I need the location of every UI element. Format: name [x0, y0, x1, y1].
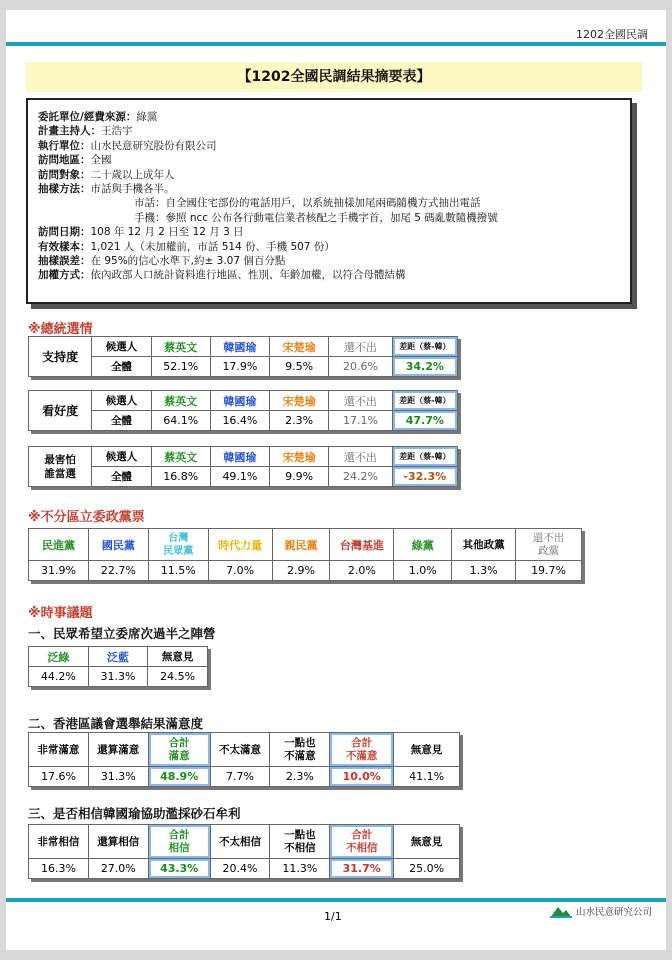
question-1-title: 一、民眾希望立委席次過半之陣營 [28, 626, 216, 641]
question-3-title: 三、是否相信韓國瑜協助濫採砂石牟利 [28, 806, 241, 821]
header-not-at-all-satisfied: 一點也 不滿意 [270, 733, 330, 767]
info-value: 1,021 人（未加權前，市話 514 份、手機 507 份） [90, 240, 335, 253]
header-soong: 宋楚瑜 [270, 337, 329, 357]
info-label: 有效樣本： [38, 240, 91, 253]
header-total-disbelieve: 合計 不相信 [330, 825, 394, 859]
header-dpp: 民進黨 [29, 529, 89, 561]
page-number: 1/1 [324, 910, 342, 923]
row-label: 看好度 [29, 391, 92, 431]
table-party [28, 528, 582, 581]
header-total-dissatisfied: 合計 不滿意 [330, 733, 394, 767]
header-diff: 差距（蔡-韓） [392, 337, 457, 357]
cell-all: 全體 [92, 357, 151, 377]
row-label: 支持度 [29, 337, 92, 377]
info-label: 訪問日期： [38, 226, 91, 239]
cell-value: 49.1% [210, 467, 269, 487]
header-npp: 時代力量 [208, 529, 272, 561]
cell-value: 17.6% [29, 767, 89, 787]
info-value: 全國 [90, 154, 112, 167]
header-other: 其他政黨 [452, 529, 516, 561]
header-tsai: 蔡英文 [151, 337, 210, 357]
header-no-opinion: 無意見 [394, 825, 460, 859]
cell-diff: 34.2% [392, 357, 457, 377]
cell-value: 44.2% [29, 667, 89, 687]
cell-all: 全體 [92, 411, 151, 431]
table-q1 [28, 646, 208, 687]
info-label: 加權方式： [38, 269, 91, 282]
info-label: 訪問對象： [38, 168, 91, 181]
survey-info-box [26, 98, 632, 304]
cell-value: 17.1% [329, 411, 392, 431]
header-pan-blue: 泛藍 [88, 647, 148, 667]
header-undecided: 還不出 [329, 337, 392, 357]
header-tsai: 蔡英文 [151, 391, 210, 411]
cell-value: 16.8% [151, 467, 210, 487]
cell-value: 2.0% [330, 561, 394, 581]
section-party-vote: ※不分區立委政黨票 [28, 510, 145, 525]
cell-value: 19.7% [516, 561, 582, 581]
header-somewhat-believe: 還算相信 [88, 825, 148, 859]
cell-value: 7.0% [208, 561, 272, 581]
header-no-opinion: 無意見 [148, 647, 208, 667]
info-label: 執行單位： [38, 139, 91, 152]
info-label: 委託單位/經費來源： [38, 111, 137, 123]
cell-value: 25.0% [394, 859, 460, 879]
cell-value: 9.5% [270, 357, 329, 377]
cell-value: 24.2% [329, 467, 392, 487]
info-value: 王浩宇 [101, 125, 133, 138]
cell-value: 20.6% [329, 357, 392, 377]
header-soong: 宋楚瑜 [270, 447, 329, 467]
header-undecided-party: 還不出 政黨 [516, 529, 582, 561]
mountain-icon [550, 904, 572, 918]
cell-diff: -32.3% [392, 467, 457, 487]
table-fear [28, 446, 458, 487]
header-kmt: 國民黨 [88, 529, 148, 561]
table-q2 [28, 732, 460, 787]
cell-value: 10.0% [330, 767, 394, 787]
table-support [28, 336, 458, 377]
cell-value: 24.5% [148, 667, 208, 687]
header-no-opinion: 無意見 [394, 733, 460, 767]
info-label: 訪問地區： [38, 154, 91, 167]
info-value: 綠黨 [136, 111, 158, 123]
info-value: 山水民意研究股份有限公司 [90, 139, 217, 152]
cell-value: 2.9% [272, 561, 330, 581]
cell-value: 7.7% [210, 767, 270, 787]
company-name: 山水民意研究公司 [575, 907, 652, 918]
header-not-at-all-believe: 一點也 不相信 [270, 825, 330, 859]
header-undecided: 還不出 [329, 391, 392, 411]
info-label: 抽樣誤差： [38, 255, 91, 268]
header-tsai: 蔡英文 [151, 447, 210, 467]
header-very-satisfied: 非常滿意 [29, 733, 89, 767]
header-pfp: 親民黨 [272, 529, 330, 561]
header-tag: 1202全國民調 [576, 28, 648, 41]
header-candidate: 候選人 [92, 391, 151, 411]
header-han: 韓國瑜 [210, 391, 269, 411]
header-candidate: 候選人 [92, 337, 151, 357]
cell-value: 31.7% [330, 859, 394, 879]
cell-value: 11.5% [148, 561, 208, 581]
cell-value: 20.4% [210, 859, 270, 879]
info-value: 二十歲以上成年人 [90, 168, 175, 181]
table-expectation [28, 390, 458, 431]
header-not-really-believe: 不太相信 [210, 825, 270, 859]
cell-value: 1.3% [452, 561, 516, 581]
section-current-issues: ※時事議題 [28, 606, 93, 621]
info-value: 市話與手機各半。 [90, 183, 175, 196]
info-value: 在 95%的信心水準下,約± 3.07 個百分點 [90, 255, 286, 268]
header-total-believe: 合計 相信 [148, 825, 210, 859]
cell-value: 22.7% [88, 561, 148, 581]
cell-value: 11.3% [270, 859, 330, 879]
cell-value: 52.1% [151, 357, 210, 377]
section-presidential: ※總統選情 [28, 322, 93, 337]
header-somewhat-satisfied: 還算滿意 [88, 733, 148, 767]
header-pan-green: 泛綠 [29, 647, 89, 667]
cell-value: 48.9% [148, 767, 210, 787]
cell-value: 41.1% [394, 767, 460, 787]
cell-all: 全體 [92, 467, 151, 487]
footer-divider [6, 898, 666, 902]
question-2-title: 二、香港區議會選舉結果滿意度 [28, 716, 204, 731]
company-logo [550, 904, 652, 918]
header-green-party: 綠黨 [394, 529, 452, 561]
info-label: 抽樣方法： [38, 183, 91, 196]
header-han: 韓國瑜 [210, 447, 269, 467]
info-value: 108 年 12 月 2 日至 12 月 3 日 [90, 226, 244, 239]
cell-value: 16.3% [29, 859, 89, 879]
cell-diff: 47.7% [392, 411, 457, 431]
row-label: 最害怕 誰當選 [29, 447, 92, 487]
page-title: 【1202全國民調結果摘要表】 [26, 62, 642, 92]
cell-value: 31.9% [29, 561, 89, 581]
table-q3 [28, 824, 460, 879]
header-diff: 差距（蔡-韓） [392, 447, 457, 467]
header-tsp: 台灣基進 [330, 529, 394, 561]
info-subline: 手機：參照 ncc 公布各行動電信業者核配之手機字首，加尾 5 碼亂數隨機撥號 [134, 211, 498, 224]
cell-value: 2.3% [270, 411, 329, 431]
header-soong: 宋楚瑜 [270, 391, 329, 411]
cell-value: 2.3% [270, 767, 330, 787]
header-han: 韓國瑜 [210, 337, 269, 357]
cell-value: 1.0% [394, 561, 452, 581]
document-page [6, 10, 666, 950]
header-divider [6, 42, 666, 46]
info-value: 依內政部人口統計資料進行地區、性別、年齡加權，以符合母體結構 [90, 269, 406, 282]
info-subline: 市話：自全國住宅部份的電話用戶，以系統抽樣加尾兩碼隨機方式抽出電話 [134, 197, 481, 210]
header-diff: 差距（蔡-韓） [392, 391, 457, 411]
cell-value: 31.3% [88, 767, 148, 787]
header-candidate: 候選人 [92, 447, 151, 467]
cell-value: 43.3% [148, 859, 210, 879]
cell-value: 31.3% [88, 667, 148, 687]
cell-value: 16.4% [210, 411, 269, 431]
cell-value: 17.9% [210, 357, 269, 377]
header-undecided: 還不出 [329, 447, 392, 467]
header-not-very-satisfied: 不太滿意 [210, 733, 270, 767]
cell-value: 9.9% [270, 467, 329, 487]
cell-value: 27.0% [88, 859, 148, 879]
info-label: 計畫主持人： [38, 125, 101, 138]
cell-value: 64.1% [151, 411, 210, 431]
header-strongly-believe: 非常相信 [29, 825, 89, 859]
header-total-satisfied: 合計 滿意 [148, 733, 210, 767]
header-tpp: 台灣 民眾黨 [148, 529, 208, 561]
